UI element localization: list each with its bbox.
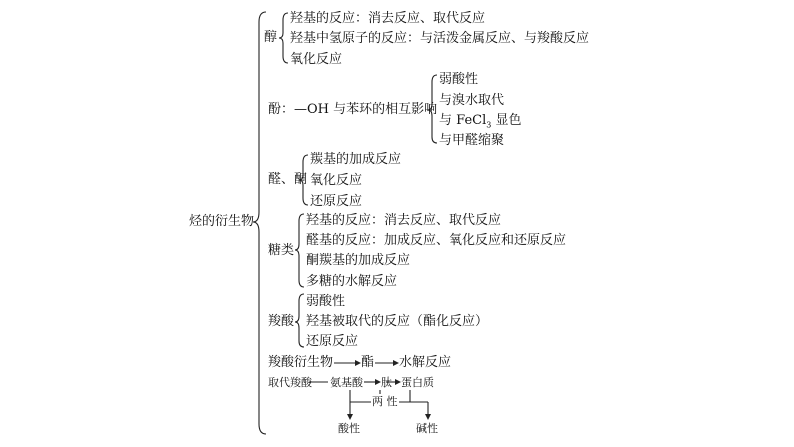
acid-label: 羧酸 — [268, 314, 295, 329]
acid-item: 羟基被取代的反应（酯化反应） — [306, 314, 489, 329]
sugar-label: 糖类 — [268, 243, 295, 258]
acid-brace — [295, 294, 304, 347]
phenol-item: 与甲醛缩聚 — [439, 133, 505, 148]
sugar-item: 醛基的反应：加成反应、氧化反应和还原反应 — [306, 233, 567, 248]
aldehyde-label: 醛、酮 — [268, 172, 308, 187]
basic-label: 碱性 — [416, 422, 438, 435]
arrow-to-basic — [425, 414, 431, 420]
acidic-label: 酸性 — [338, 422, 360, 435]
aldehyde-item: 羰基的加成反应 — [310, 152, 402, 167]
phenol-item: 与溴水取代 — [439, 93, 505, 108]
root-label: 烃的衍生物 — [189, 214, 255, 229]
ester-label: 酯 — [361, 355, 375, 370]
acid-item: 弱酸性 — [306, 294, 346, 309]
alcohol-label: 醇 — [264, 30, 278, 45]
alcohol-item: 氧化反应 — [290, 52, 343, 67]
phenol-item-fecl: 与 FeCl$_3$ 显色 — [439, 113, 522, 130]
derivative-label: 羧酸衍生物 — [268, 355, 334, 370]
aldehyde-item: 氧化反应 — [310, 173, 363, 188]
hydrolysis-label: 水解反应 — [399, 355, 452, 370]
phenol-item: 弱酸性 — [439, 72, 479, 87]
root-brace — [253, 12, 266, 434]
sugar-item: 羟基的反应：消去反应、取代反应 — [306, 213, 502, 228]
alcohol-brace — [279, 13, 288, 63]
protein-label: 蛋白质 — [401, 376, 434, 389]
alcohol-item: 羟基中氢原子的反应：与活泼金属反应、与羧酸反应 — [290, 31, 590, 46]
substituted-acid-label: 取代羧酸 — [268, 376, 312, 389]
arrow-to-acidic — [347, 414, 353, 420]
acid-item: 还原反应 — [306, 334, 359, 349]
amphoteric-label: 两 性 — [372, 395, 398, 408]
sugar-brace — [295, 214, 304, 287]
alcohol-item: 羟基的反应：消去反应、取代反应 — [290, 11, 486, 26]
phenol-label: 酚：—OH 与苯环的相互影响 — [268, 102, 438, 117]
amino-acid-label: 氨基酸 — [330, 376, 363, 389]
peptide-label: 肽 — [381, 376, 392, 389]
aldehyde-item: 还原反应 — [310, 194, 363, 209]
sugar-item: 多糖的水解反应 — [306, 274, 398, 289]
sugar-item: 酮羰基的加成反应 — [306, 253, 411, 268]
